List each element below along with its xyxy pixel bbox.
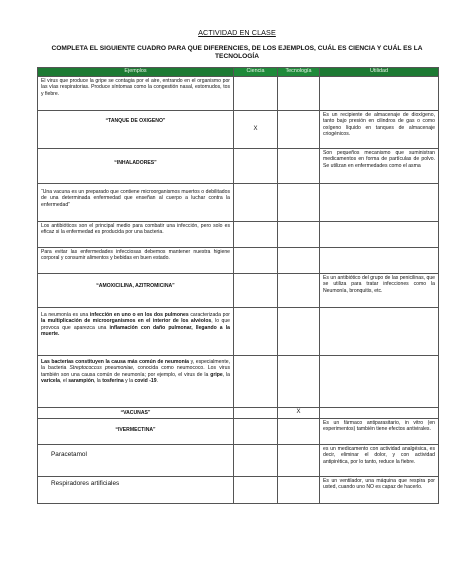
ciencia-cell[interactable]: X	[234, 111, 278, 149]
text-run: , conocida como neumococo. Los virus también son una causa común de neumonía; por ejemplo, el virus de la	[41, 365, 230, 378]
ciencia-cell[interactable]	[234, 419, 278, 445]
example-cell	[38, 445, 234, 477]
utilidad-cell[interactable]	[320, 308, 439, 356]
tecnologia-cell[interactable]	[278, 477, 320, 504]
example-cell	[38, 308, 234, 356]
example-cell: El virus que produce la gripe se contagia por el aire, entrando en el organismo por las vías respiratorias. Produce síntomas como la congestión nasal, estornudos, tos y fiebre.	[38, 77, 234, 111]
text-run: .	[156, 377, 158, 384]
text-run-bold: infección en uno o en los dos pulmones	[89, 312, 189, 318]
header-utilidad: Utilidad	[320, 68, 439, 77]
table-row	[38, 356, 439, 408]
example-title: “IVERMECTINA”	[115, 427, 156, 433]
ciencia-cell[interactable]	[234, 184, 278, 222]
tecnologia-cell[interactable]	[278, 222, 320, 248]
table-row	[38, 184, 439, 222]
example-title: “INHALADORES”	[114, 160, 157, 166]
utilidad-cell[interactable]	[320, 77, 439, 111]
tecnologia-cell[interactable]	[278, 149, 320, 184]
ciencia-cell[interactable]	[234, 356, 278, 408]
example-cell	[38, 111, 234, 149]
utilidad-cell[interactable]: Son pequeños mecanismo que suministran medicamentos en forma de partículas de polvo. Se utilizan en enfermedades como el asma	[320, 149, 439, 184]
instructions-subtitle: COMPLETA EL SIGUIENTE CUADRO PARA QUE DIFERENCIES, DE LOS EJEMPLOS, CUÁL ES CIENCIA Y CUÁL ES LA TECNOLOGÍA	[51, 45, 423, 61]
utilidad-cell[interactable]	[320, 248, 439, 274]
table-row	[38, 408, 439, 419]
table-row	[38, 222, 439, 248]
text-run-bold: Las bacterias constituyen la causa más común de neumonía	[41, 359, 189, 365]
utilidad-cell[interactable]	[320, 184, 439, 222]
example-cell	[38, 408, 234, 419]
utilidad-cell[interactable]	[320, 356, 439, 408]
table-header-row	[38, 68, 439, 77]
text-run-bold: sarampión	[68, 377, 94, 384]
ciencia-cell[interactable]	[234, 77, 278, 111]
table-row	[38, 308, 439, 356]
text-run-italic: Streptococcus pneumoniae	[69, 365, 134, 372]
example-title: “TANQUE DE OXIGENO”	[105, 118, 166, 124]
header-tecnologia: Tecnología	[278, 68, 320, 77]
utilidad-cell[interactable]	[320, 222, 439, 248]
example-cell: “Una vacuna es un preparado que contiene microorganismos muertos o debilitados de una determinada enfermedad que enseñan al cuerpo a luchar contra la enfermedad”	[38, 184, 234, 222]
text-run-bold: gripe	[210, 371, 223, 378]
text-run: , la	[222, 371, 230, 378]
ciencia-cell[interactable]	[234, 408, 278, 419]
header-ejemplos: Ejemplos	[38, 68, 234, 77]
text-run: caracterizada por	[188, 312, 230, 318]
table-row	[38, 149, 439, 184]
example-title: “VACUNAS”	[120, 410, 151, 416]
text-run-bold: inflamación con daño pulmonar, llegando a la muerte.	[41, 324, 230, 337]
tecnologia-cell[interactable]	[278, 445, 320, 477]
utilidad-cell[interactable]: Es un fármaco antiparasitario, in vitro (en experimentos) también tiene efectos antivirales.	[320, 419, 439, 445]
header-ciencia: Ciencia	[234, 68, 278, 77]
utilidad-cell[interactable]: Es un recipiente de almacenaje de dioxígeno, tanto bajo presión en cilindros de gas o como oxígeno líquido en tanques de almacenaje criogénicos.	[320, 111, 439, 149]
table-row	[38, 274, 439, 308]
example-cell	[38, 477, 234, 504]
text-run-bold: varicela	[41, 377, 60, 384]
example-cell	[38, 419, 234, 445]
tecnologia-cell[interactable]: X	[278, 408, 320, 419]
table-row	[38, 445, 439, 477]
example-title: Respiradores artificiales	[51, 480, 120, 487]
utilidad-cell[interactable]: Es un ventilador, una máquina que respira por usted, cuando uno NO es capaz de hacerlo.	[320, 477, 439, 504]
table-row	[38, 111, 439, 149]
tecnologia-cell[interactable]	[278, 356, 320, 408]
tecnologia-cell[interactable]	[278, 419, 320, 445]
table-row	[38, 477, 439, 504]
text-run-bold: covid -19	[134, 377, 157, 384]
example-cell: Los antibióticos son el principal medio para combatir una infección, pero solo es eficaz si la enfermedad es producida por una bacteria.	[38, 222, 234, 248]
ciencia-cell[interactable]	[234, 445, 278, 477]
ciencia-cell[interactable]	[234, 248, 278, 274]
example-cell: Para evitar las enfermedades infecciosas debemos mantener nuestra higiene corporal y consumir alimentos y bebidas en buen estado.	[38, 248, 234, 274]
tecnologia-cell[interactable]	[278, 111, 320, 149]
ciencia-cell[interactable]	[234, 274, 278, 308]
example-cell	[38, 149, 234, 184]
tecnologia-cell[interactable]	[278, 184, 320, 222]
text-run: , el	[59, 377, 69, 384]
ciencia-cell[interactable]	[234, 222, 278, 248]
text-run: , lo que provoca que aparezca una	[41, 318, 230, 331]
text-run: , la	[93, 377, 103, 384]
table-row	[38, 419, 439, 445]
tecnologia-cell[interactable]	[278, 77, 320, 111]
text-run: y, especialmente, la bacteria	[41, 359, 230, 372]
example-title: Paracetamol	[51, 451, 87, 458]
utilidad-cell[interactable]: es un medicamento con actividad analgésica, es decir, eliminar el dolor, y con actividad antipirética, por lo tanto, reduce la fiebre.	[320, 445, 439, 477]
ciencia-cell[interactable]	[234, 149, 278, 184]
utilidad-cell[interactable]	[320, 408, 439, 419]
text-run: La neumonía es una	[41, 312, 90, 318]
tecnologia-cell[interactable]	[278, 248, 320, 274]
example-cell	[38, 356, 234, 408]
page-title: ACTIVIDAD EN CLASE	[198, 28, 276, 37]
text-run: y la	[123, 377, 135, 384]
table-row	[38, 77, 439, 111]
example-cell	[38, 274, 234, 308]
tecnologia-cell[interactable]	[278, 308, 320, 356]
ciencia-cell[interactable]	[234, 477, 278, 504]
text-run-bold: la multiplicación de microorganismos en el interior de los alvéolos	[41, 318, 212, 325]
utilidad-cell[interactable]: Es un antibiótico del grupo de las penicilinas, que se utiliza para tratar infecciones como la Neumonía, bronquitis, etc.	[320, 274, 439, 308]
example-title: “AMOXICILINA, AZITROMICINA”	[96, 283, 175, 289]
ciencia-cell[interactable]	[234, 308, 278, 356]
table-row	[38, 248, 439, 274]
tecnologia-cell[interactable]	[278, 274, 320, 308]
text-run-bold: tosferina	[102, 377, 124, 384]
classification-table	[37, 67, 439, 504]
